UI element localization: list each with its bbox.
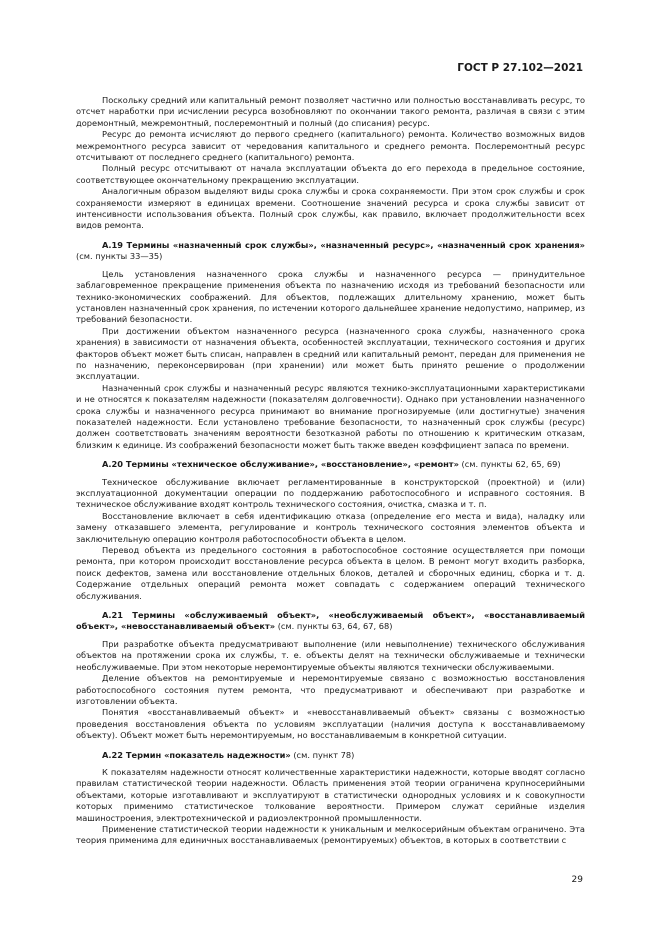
paragraph: Техническое обслуживание включает регламентированные в конструкторской (проектной) и (или) эксплуатационной документации операции по поддержанию работоспособного и исправного состояния. В техническое обслуживание входят контроль технического состояния, очистка, смазка и т. п. [76,476,585,510]
document-body [76,95,585,847]
paragraph: Ресурс до ремонта исчисляют до первого среднего (капитального) ремонта. Количество возможных видов межремонтного ресурса зависит от чередования капитального и среднего ремонта. Послеремонтный ресурс отсчитывают от последнего среднего (капитального) ремонта. [76,129,585,163]
paragraph: Применение статистической теории надежности к уникальным и мелкосерийным объектам ограничено. Эта теория применима для единичных восстанавливаемых (ремонтируемых) объектов, в которых в соответствии с [76,823,585,846]
paragraph: При разработке объекта предусматривают выполнение (или невыполнение) технического обслуживания объектов на протяжении срока их службы, т. е. объекты делят на технически обслуживаемые и технически необслуживаемые. При этом некоторые неремонтируемые объекты являются технически обслуживаемыми. [76,638,585,672]
section-ref: (см. пункт 78) [293,749,355,760]
paragraph: Цель установления назначенного срока службы и назначенного ресурса — принудительное заблаговременное прекращение применения объекта по назначению исходя из требований безопасности или технико-экономических соображений. Для объектов, подлежащих длительному хранению, может быть установлен назначенный срок хранения, по истечении которого дальнейшее хранение недопустимо, например, из требований безопасности. [76,268,585,325]
section-heading-a19 [76,240,585,263]
paragraph: Назначенный срок службы и назначенный ресурс являются технико-эксплуатационными характеристиками и не относятся к показателям надежности (показателям долговечности). Однако при установлении назначенного срока службы и назначенного ресурса принимают во внимание прогнозируемые (или достигнутые) значения показателей надежности. Если установлено требование безопасности, то назначенный срок службы (ресурс) должен соответствовать значениям вероятности безотказной работы по отношению к критическим отказам, близким к единице. Из соображений безопасности может быть также введен коэффициент запаса по времени. [76,382,585,450]
section-title: А.22 Термин «показатель надежности» [102,749,291,760]
paragraph: Понятия «восстанавливаемый объект» и «невосстанавливаемый объект» связаны с возможностью проведения восстановления объекта по условиям эксплуатации (наличия доступа к восстанавливаемому объекту). Объект может быть неремонтируемым, но восстанавливаемым в конкретной ситуации. [76,707,585,741]
section-title: А.20 Термины «техническое обслуживание», «восстановление», «ремонт» [102,459,459,470]
document-header: ГОСТ Р 27.102—2021 [457,62,583,74]
paragraph: Восстановление включает в себя идентификацию отказа (определение его места и вида), наладку или замену отказавшего элемента, регулирование и контроль технического состояния элементов объекта и заключительную операцию контроля работоспособности объекта в целом. [76,510,585,544]
section-heading-a21 [76,610,585,633]
paragraph: При достижении объектом назначенного ресурса (назначенного срока службы, назначенного срока хранения) в зависимости от назначения объекта, особенностей эксплуатации, технического состояния и других факторов объект может быть списан, направлен в средний или капитальный ремонт, передан для применения не по назначению, переконсервирован (при хранении) или может быть принято решение о продолжении эксплуатации. [76,325,585,382]
section-ref: (см. пункты 33—35) [76,251,163,262]
section-heading-a22 [76,750,585,761]
page-number: 29 [571,875,583,885]
section-heading-a20 [76,459,585,470]
section-title: А.21 Термины «обслуживаемый объект», «необслуживаемый объект», «восстанавливаемый объект», «невосстанавливаемый объект» [76,610,585,632]
paragraph: Аналогичным образом выделяют виды срока службы и срока сохраняемости. При этом срок службы и срок сохраняемости измеряют в единицах времени. Соотношение значений ресурса и срока службы зависит от интенсивности использования объекта. Полный срок службы, как правило, включает продолжительности всех видов ремонта. [76,186,585,231]
paragraph: Перевод объекта из предельного состояния в работоспособное состояние осуществляется при помощи ремонта, при котором происходит восстановление ресурса объекта в целом. В ремонт могут входить разборка, поиск дефектов, замена или восстановление отдельных блоков, деталей и сборочных единиц, сборка и т. д. Содержание отдельных операций ремонта может совпадать с содержанием операций технического обслуживания. [76,545,585,601]
section-ref: (см. пункты 62, 65, 69) [461,459,561,470]
section-ref: (см. пункты 63, 64, 67, 68) [277,621,393,632]
paragraph: Полный ресурс отсчитывают от начала эксплуатации объекта до его перехода в предельное состояние, соответствующее окончательному прекращению эксплуатации. [76,163,585,185]
section-title: А.19 Термины «назначенный срок службы», «назначенный ресурс», «назначенный срок хранения» [102,239,585,250]
paragraph: Деление объектов на ремонтируемые и неремонтируемые связано с возможностью восстановления работоспособного состояния путем ремонта, что предусматривают и обеспечивают при разработке и изготовлении объекта. [76,673,585,706]
paragraph: Поскольку средний или капитальный ремонт позволяет частично или полностью восстанавливать ресурс, то отсчет наработки при исчислении ресурса возобновляют по окончании такого ремонта, различая в связи с этим доремонтный, межремонтный, послеремонтный и полный (до списания) ресурс. [76,95,585,128]
paragraph: К показателям надежности относят количественные характеристики надежности, которые вводят согласно правилам статистической теории надежности. Область применения этой теории ограничена крупносерийными объектами, которые изготавливают и эксплуатируют в статистически однородных условиях и к совокупности которых применимо статистическое толкование вероятности. Примером служат серийные изделия машиностроения, электротехнической и радиоэлектронной промышленности. [76,766,585,823]
